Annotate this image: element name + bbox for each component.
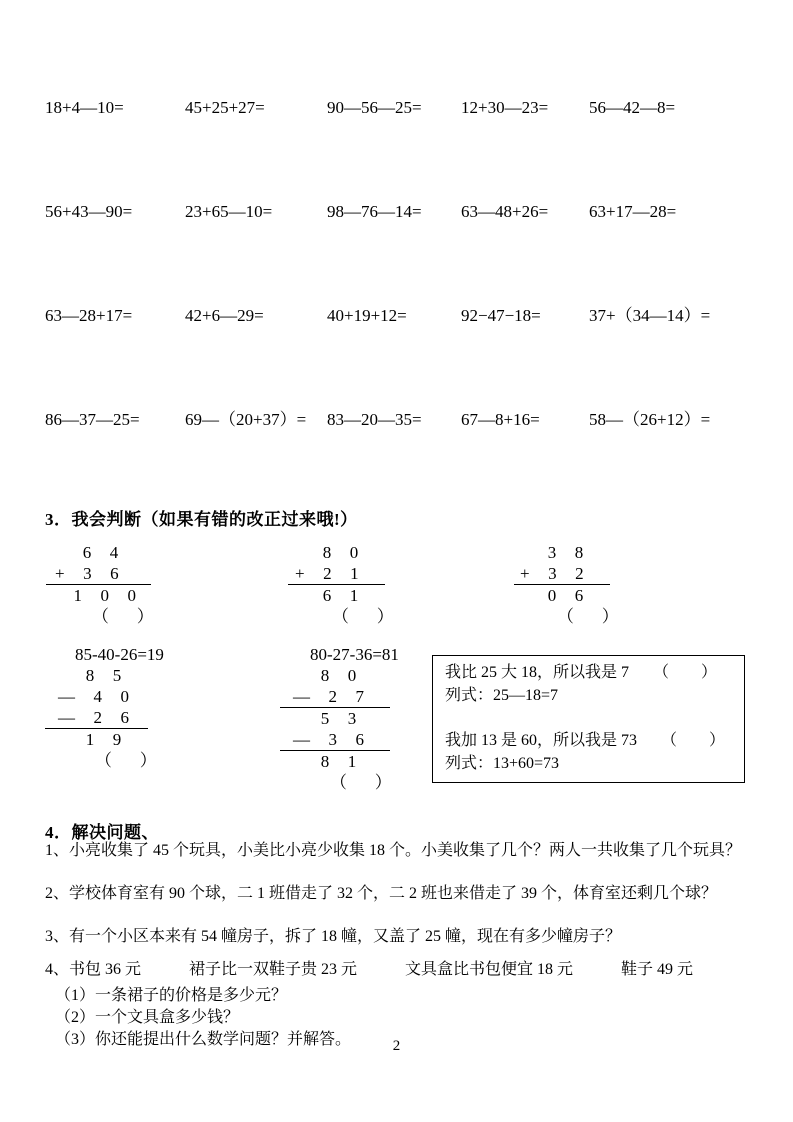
judgment-slot: （ ） [295, 607, 394, 626]
word-problem-2: 2、学校体育室有 90 个球，二 1 班借走了 32 个，二 2 班也来借走了 39 个，体育室还剩几个球？ [45, 885, 718, 902]
word-problem-3: 3、有一个小区本来有 54 幢房子，拆了 18 幢，又盖了 25 幢，现在有多少幢房子？ [45, 928, 622, 945]
addend-row: + 3 2 [520, 564, 584, 583]
judgment-statement-box [432, 655, 745, 783]
arithmetic-expression: 56—42—8= [589, 98, 676, 117]
sub-question-3: （3）你还能提出什么数学问题？并解答。 [55, 1031, 352, 1048]
sum-row: 6 1 [295, 586, 359, 605]
arithmetic-expression: 92−47−18= [461, 306, 541, 325]
partial-result-row: 5 3 [293, 709, 357, 728]
arithmetic-expression: 90—56—25= [327, 98, 422, 117]
subtrahend-row: — 3 6 [293, 730, 364, 749]
vertical-subtraction-problem-2 [293, 644, 399, 793]
sub-question-1: （1）一条裙子的价格是多少元？ [55, 987, 288, 1004]
subtrahend-row: — 2 6 [58, 708, 129, 727]
vertical-subtraction-problem-1 [58, 644, 164, 771]
addend-row: 8 0 [295, 543, 359, 562]
judgment-slot: （ ） [58, 751, 157, 770]
vertical-addition-problem-3 [520, 542, 619, 627]
arithmetic-expression: 23+65—10= [185, 202, 273, 221]
arithmetic-expression: 40+19+12= [327, 306, 407, 325]
judgment-slot: （ ） [520, 607, 619, 626]
arithmetic-expression: 69—（20+37）= [185, 410, 307, 429]
page-number: 2 [392, 1038, 401, 1054]
vertical-addition-problem-2 [295, 542, 394, 627]
arithmetic-expression: 37+（34—14）= [589, 306, 711, 325]
arithmetic-expression: 42+6—29= [185, 306, 264, 325]
word-problem-4: 4、书包 36 元 裙子比一双鞋子贵 23 元 文具盒比书包便宜 18 元 鞋子 49 元 [45, 961, 694, 978]
minuend-row: 8 0 [293, 666, 357, 685]
statement-line: 我加 13 是 60，所以我是 73 （ ） [445, 732, 726, 749]
arithmetic-expression: 58—（26+12）= [589, 410, 711, 429]
oral-arithmetic-row-1 [45, 98, 753, 118]
arithmetic-expression: 86—37—25= [45, 410, 140, 429]
minuend-row: 8 5 [58, 666, 122, 685]
arithmetic-expression: 63—48+26= [461, 202, 549, 221]
equation-label: 85-40-26=19 [75, 645, 164, 664]
judgment-slot: （ ） [293, 773, 392, 792]
equation-label: 80-27-36=81 [310, 645, 399, 664]
sub-question-2: （2）一个文具盒多少钱？ [55, 1009, 240, 1026]
arithmetic-expression: 63—28+17= [45, 306, 133, 325]
oral-arithmetic-row-4 [45, 410, 753, 430]
arithmetic-expression: 56+43—90= [45, 202, 133, 221]
arithmetic-expression: 83—20—35= [327, 410, 422, 429]
arithmetic-expression: 45+25+27= [185, 98, 265, 117]
arithmetic-expression: 63+17—28= [589, 202, 677, 221]
formula-line: 列式：13+60=73 [445, 755, 560, 772]
section-3-title: 3．我会判断（如果有错的改正过来哦!） [45, 510, 358, 529]
arithmetic-expression: 12+30—23= [461, 98, 549, 117]
arithmetic-expression: 67—8+16= [461, 410, 540, 429]
vertical-addition-problem-1 [55, 542, 154, 627]
sum-row: 1 0 0 [55, 586, 136, 605]
addend-row: 3 8 [520, 543, 584, 562]
subtrahend-row: — 2 7 [293, 687, 364, 706]
oral-arithmetic-row-3 [45, 306, 753, 326]
oral-arithmetic-row-2 [45, 202, 753, 222]
addend-row: 6 4 [55, 543, 119, 562]
sum-row: 0 6 [520, 586, 584, 605]
statement-line: 我比 25 大 18，所以我是 7 （ ） [445, 664, 718, 681]
word-problem-1: 1、小亮收集了 45 个玩具，小美比小亮少收集 18 个。小美收集了几个？两人一共收集了几个玩具？ [45, 842, 742, 859]
addend-row: + 3 6 [55, 564, 119, 583]
arithmetic-expression: 18+4—10= [45, 98, 124, 117]
result-row: 1 9 [58, 730, 122, 749]
arithmetic-expression: 98—76—14= [327, 202, 422, 221]
result-row: 8 1 [293, 752, 357, 771]
subtrahend-row: — 4 0 [58, 687, 129, 706]
judgment-slot: （ ） [55, 607, 154, 626]
addend-row: + 2 1 [295, 564, 359, 583]
formula-line: 列式：25—18=7 [445, 687, 559, 704]
section-4-title: 4．解决问题、 [45, 823, 159, 842]
